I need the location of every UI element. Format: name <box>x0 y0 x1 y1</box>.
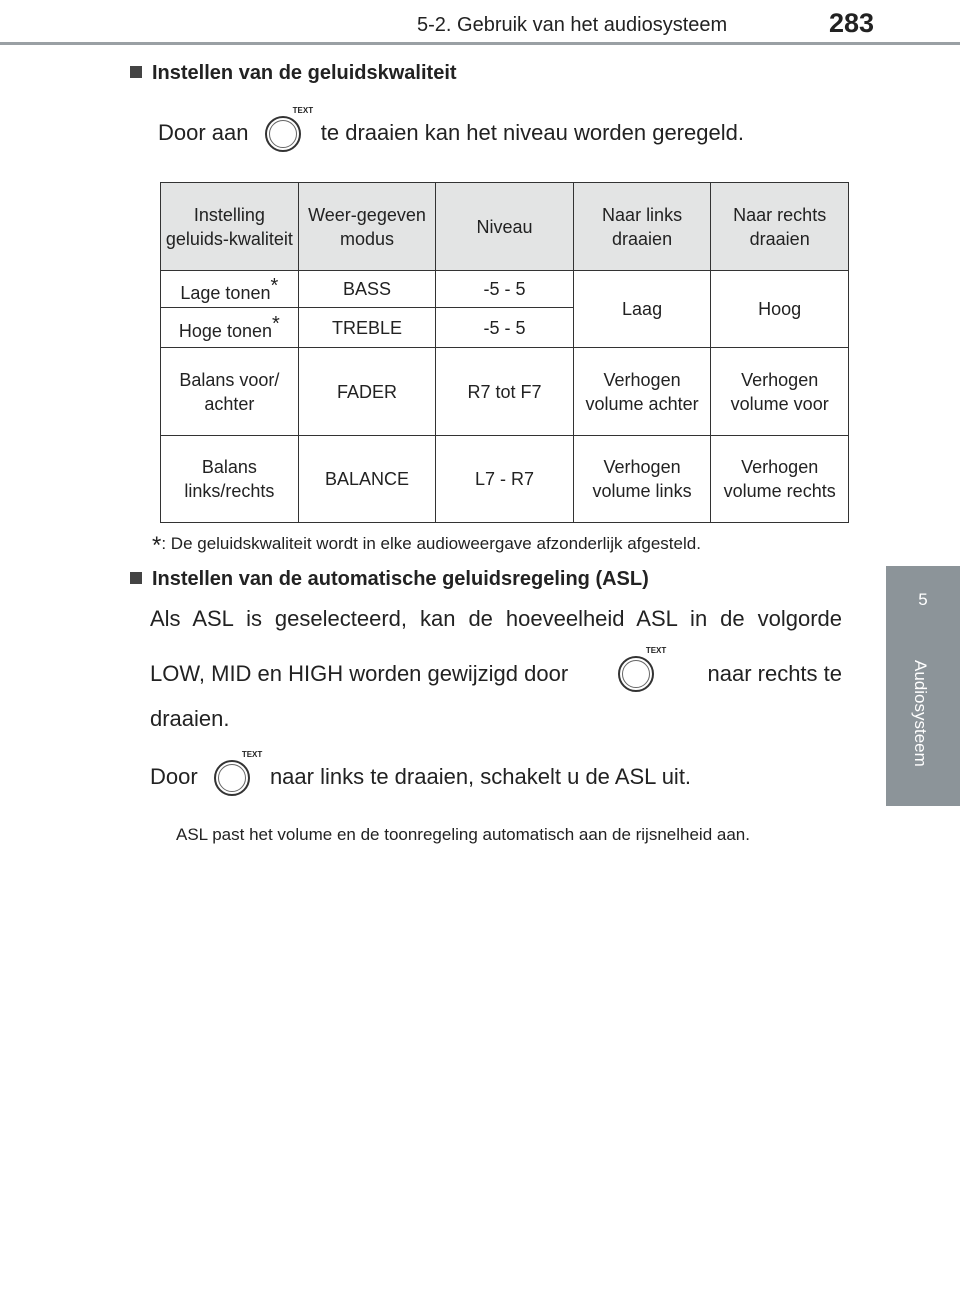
table-cell: Balans voor/ achter <box>161 348 299 436</box>
table-cell: -5 - 5 <box>436 308 573 348</box>
table-cell: R7 tot F7 <box>436 348 573 436</box>
table-cell: Balans links/rechts <box>161 436 299 523</box>
page-number: 283 <box>829 8 875 38</box>
chapter-label: Audiosysteem <box>911 660 930 767</box>
table-cell: Verhogen volume voor <box>711 348 849 436</box>
table-cell: Verhogen volume achter <box>573 348 711 436</box>
table-cell: L7 - R7 <box>436 436 573 523</box>
asl-line-3: draaien. <box>150 706 230 731</box>
table-cell: Laag <box>573 271 711 348</box>
table-cell: TREBLE <box>298 308 436 348</box>
square-bullet-icon <box>130 572 142 584</box>
tune-knob-icon: TEXT <box>616 652 660 696</box>
section-heading-asl: Instellen van de automatische geluidsregeling (ASL) <box>130 568 649 591</box>
table-header: Instelling geluids-kwaliteit <box>161 183 299 271</box>
asl-line-2: LOW, MID en HIGH worden gewijzigd door TEXT naar rechts te <box>150 652 842 696</box>
intro-paragraph: Door aan TEXT te draaien kan het niveau worden geregeld. <box>158 112 744 156</box>
table-cell: BALANCE <box>298 436 436 523</box>
section-heading-sound-quality: Instellen van de geluidskwaliteit <box>130 62 457 85</box>
table-footnote: *: De geluidskwaliteit wordt in elke audioweergave afzonderlijk afgesteld. <box>152 532 701 559</box>
chapter-number: 5 <box>918 590 928 609</box>
table-row <box>161 348 849 436</box>
table-cell: -5 - 5 <box>436 271 573 308</box>
table-header: Weer-gegeven modus <box>298 183 436 271</box>
table-cell: Verhogen volume links <box>573 436 711 523</box>
table-cell: Lage tonen* <box>161 271 299 308</box>
tune-knob-icon: TEXT <box>212 756 256 800</box>
asl-line-1: Als ASL is geselecteerd, kan de hoeveelheid ASL in de volgorde <box>150 606 842 631</box>
table-header: Naar rechts draaien <box>711 183 849 271</box>
table-cell: BASS <box>298 271 436 308</box>
square-bullet-icon <box>130 66 142 78</box>
section-title: 5-2. Gebruik van het audiosysteem <box>417 14 728 36</box>
table-cell: FADER <box>298 348 436 436</box>
table-header: Naar links draaien <box>573 183 711 271</box>
tune-knob-icon: TEXT <box>263 112 307 156</box>
table-row <box>161 436 849 523</box>
table-cell: Hoog <box>711 271 849 348</box>
asl-line-4: Door TEXT naar links te draaien, schakelt u de ASL uit. <box>150 756 691 800</box>
sound-settings-table <box>160 182 849 523</box>
table-header: Niveau <box>436 183 573 271</box>
table-cell: Hoge tonen* <box>161 308 299 348</box>
asl-note: ASL past het volume en de toonregeling automatisch aan de rijsnelheid aan. <box>176 825 750 844</box>
table-header-row <box>161 183 849 271</box>
table-cell: Verhogen volume rechts <box>711 436 849 523</box>
header-divider <box>0 42 960 45</box>
table-row <box>161 271 849 308</box>
